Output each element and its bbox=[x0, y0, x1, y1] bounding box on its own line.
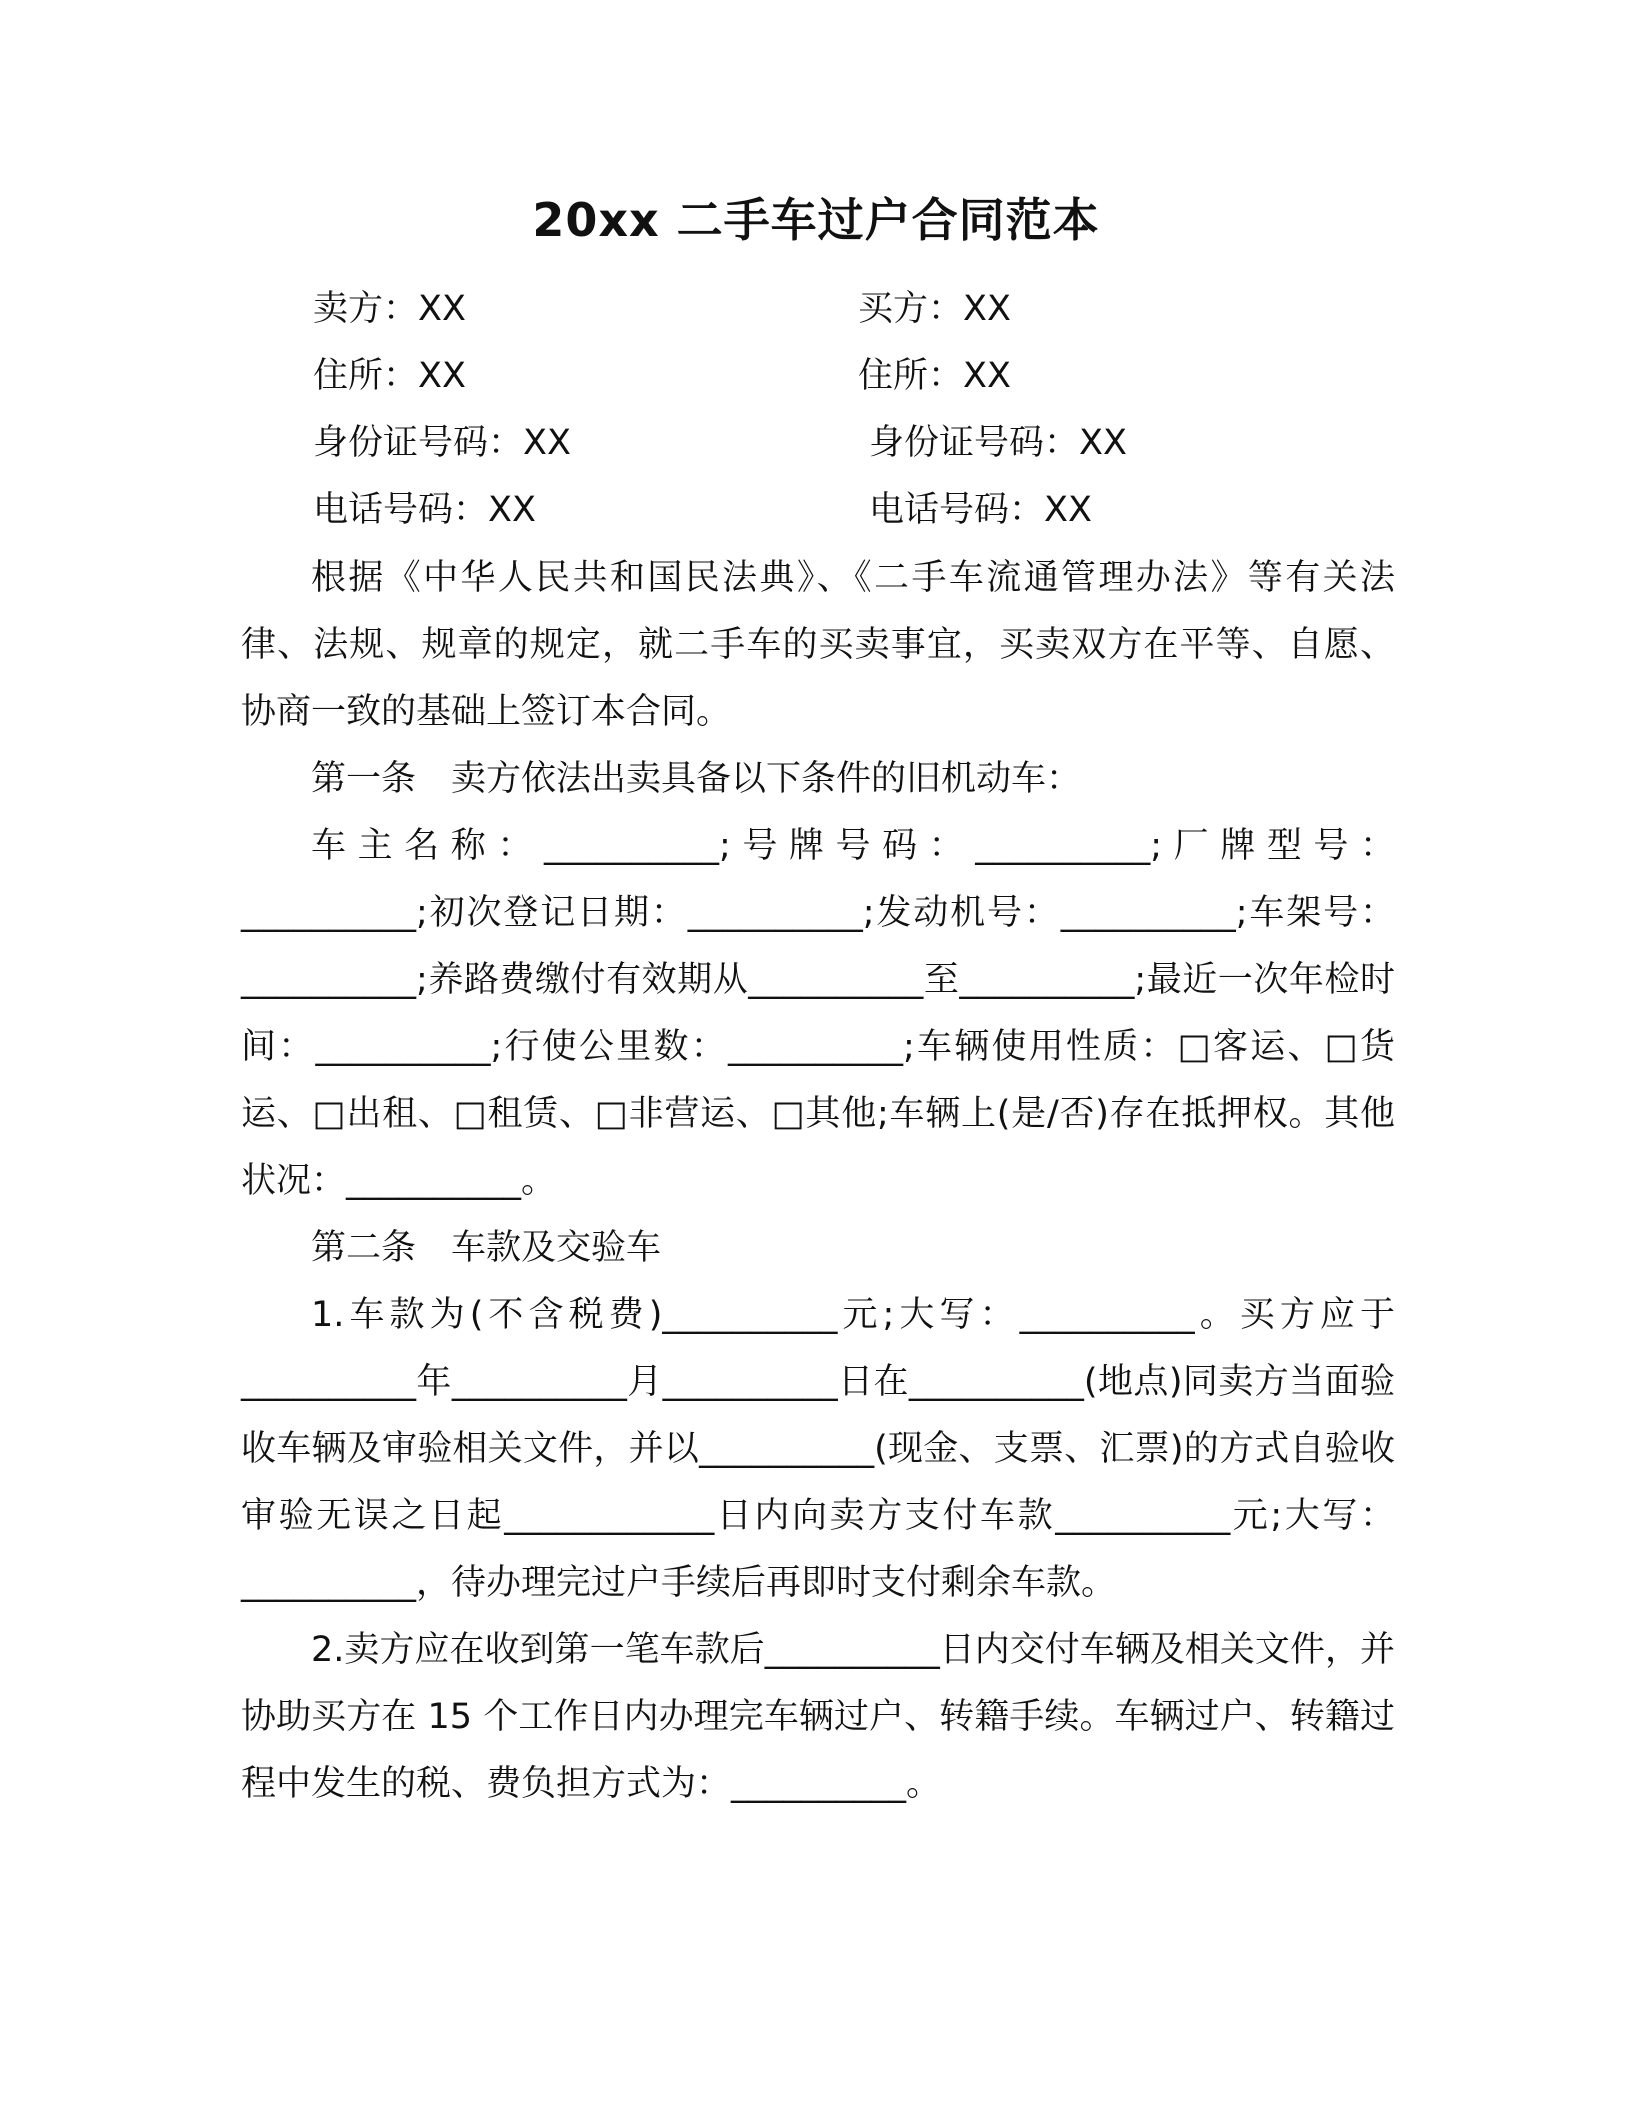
article-2-heading: 第二条 车款及交验车 bbox=[311, 1228, 662, 1268]
delivery-clause: 2.卖方应在收到第一笔车款后__________日内交付车辆及相关文件，并协助买方在 15 个工作日内办理完车辆过户、转籍手续。车辆过户、转籍过程中发生的税、费负担方式为：__________。 bbox=[241, 1630, 1395, 1804]
vehicle-details-paragraph: 车主名称：__________;号牌号码：__________;厂牌型号：__________;初次登记日期：__________;发动机号：__________;车架号：__________;养路费缴付有效期从__________至__________;最近一次年检时间：__________;行使公里数：__________;车辆使用性质：□客运、□货运、□出租、□租赁、□非营运、□其他;车辆上(是/否)存在抵押权。其他状况：__________。 bbox=[241, 826, 1395, 1201]
article-1-heading: 第一条 卖方依法出卖具备以下条件的旧机动车： bbox=[311, 759, 1082, 799]
seller-name: 卖方：XX bbox=[313, 289, 466, 329]
buyer-address: 住所：XX bbox=[858, 356, 1011, 396]
seller-address: 住所：XX bbox=[313, 356, 466, 396]
contract-body bbox=[241, 545, 1395, 1818]
preamble-paragraph: 根据《中华人民共和国民法典》、《二手车流通管理办法》等有关法律、法规、规章的规定，就二手车的买卖事宜，买卖双方在平等、自愿、协商一致的基础上签订本合同。 bbox=[241, 558, 1395, 732]
payment-clause: 1.车款为(不含税费)__________元;大写：__________。买方应于__________年__________月__________日在__________(地点)同卖方当面验收车辆及审验相关文件，并以__________(现金、支票、汇票)的方式自验收审验无误之日起____________日内向卖方支付车款__________元;大写：__________，待办理完过户手续后再即时支付剩余车款。 bbox=[241, 1295, 1395, 1603]
seller-phone: 电话号码：XX bbox=[313, 490, 536, 530]
buyer-name: 买方：XX bbox=[858, 289, 1011, 329]
seller-id-number: 身份证号码：XX bbox=[313, 423, 571, 463]
buyer-id-number: 身份证号码：XX bbox=[869, 423, 1127, 463]
buyer-phone: 电话号码：XX bbox=[869, 490, 1092, 530]
document-title: 20xx 二手车过户合同范本 bbox=[532, 193, 1100, 247]
